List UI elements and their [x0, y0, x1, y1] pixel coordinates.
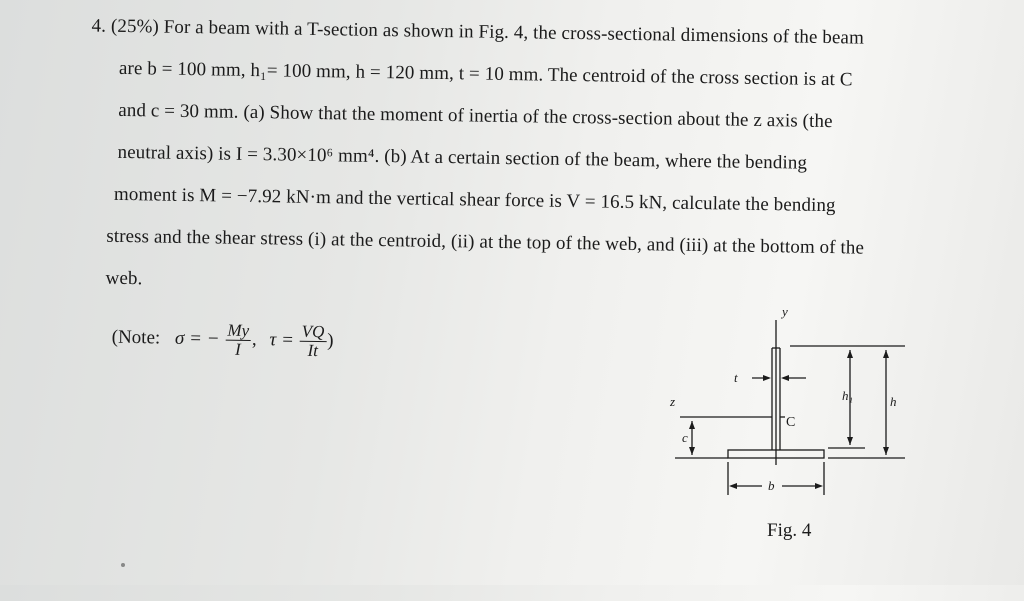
sigma-denominator: I — [234, 339, 241, 359]
sigma-lhs: σ = − — [174, 327, 220, 350]
t-arrowhead-right — [781, 375, 789, 381]
tau-fraction — [299, 323, 326, 360]
c-arrowhead-bottom — [689, 447, 695, 455]
note-comma: , — [251, 328, 257, 350]
b-dimension-label: b — [768, 478, 775, 493]
problem-line-2: are b = 100 mm, h₁= 100 mm, h = 120 mm, t = 10 mm. The centroid of the cross section is at C — [118, 57, 853, 91]
y-axis-label: y — [782, 304, 788, 319]
formula-note — [111, 320, 333, 360]
t-dimension-label: t — [734, 370, 738, 385]
h1-arrowhead-bottom — [847, 437, 853, 445]
problem-line-4: neutral axis) is I = 3.30×10⁶ mm⁴. (b) At a certain section of the beam, where the bending — [117, 141, 808, 174]
problem-line-3: and c = 30 mm. (a) Show that the moment of inertia of the cross-section about the z axis (the — [118, 99, 833, 133]
t-arrowhead-left — [763, 375, 771, 381]
tau-denominator: It — [307, 340, 319, 361]
h1-dimension-label: h₁ — [842, 388, 854, 403]
z-axis-label: z — [670, 394, 676, 409]
b-arrowhead-right — [815, 483, 823, 489]
tau-lhs: τ = — [269, 329, 295, 351]
note-prefix: (Note: — [111, 326, 161, 349]
sigma-numerator: My — [225, 322, 251, 341]
c-dimension-label: c — [682, 430, 688, 445]
problem-line-5: moment is M = −7.92 kN·m and the vertical shear force is V = 16.5 kN, calculate the bending — [113, 183, 836, 217]
h-arrowhead-bottom — [883, 447, 889, 455]
h-arrowhead-top — [883, 350, 889, 358]
h-dimension-label: h — [890, 394, 897, 409]
note-suffix: ) — [327, 330, 334, 352]
tau-numerator: VQ — [300, 323, 327, 342]
centroid-label: C — [786, 415, 796, 430]
c-arrowhead-top — [689, 421, 695, 429]
sigma-fraction — [225, 322, 251, 359]
problem-line-1: 4. (25%) For a beam with a T-section as shown in Fig. 4, the cross-sectional dimensions of the beam — [91, 15, 865, 49]
problem-line-6: stress and the shear stress (i) at the centroid, (ii) at the top of the web, and (iii) at the bottom of the — [106, 225, 865, 259]
figure-caption: Fig. 4 — [767, 520, 812, 541]
problem-line-7: web. — [105, 267, 143, 290]
b-arrowhead-left — [729, 483, 737, 489]
h1-arrowhead-top — [847, 350, 853, 358]
paper-speck — [121, 563, 125, 567]
